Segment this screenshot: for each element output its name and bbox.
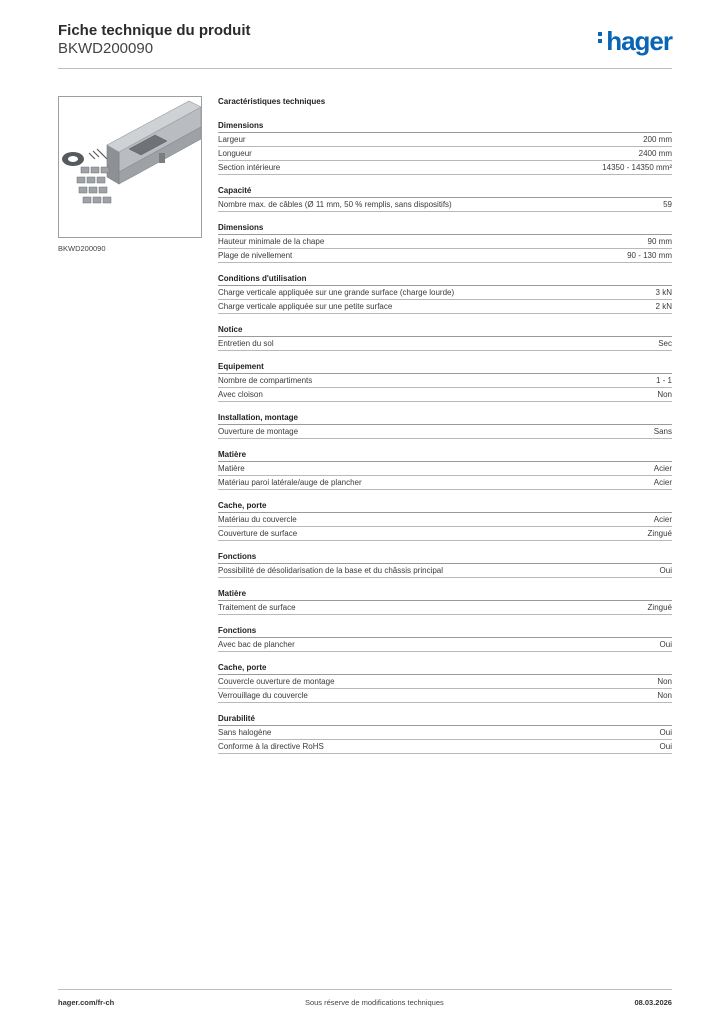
spec-value: Non [657,691,672,700]
spec-row [218,638,672,652]
spec-value: 2400 mm [638,149,672,158]
spec-group-title: Cache, porte [218,662,672,675]
spec-value: 90 mm [647,237,672,246]
spec-value: Non [657,677,672,686]
spec-group-title: Installation, montage [218,412,672,425]
spec-value: 14350 - 14350 mm² [602,163,672,172]
spec-row [218,235,672,249]
spec-label: Traitement de surface [218,603,296,612]
spec-row [218,740,672,754]
spec-value: Non [657,390,672,399]
document-header [58,22,251,58]
spec-row [218,161,672,175]
spec-group-title: Equipement [218,361,672,374]
spec-row [218,675,672,689]
spec-value: 59 [663,200,672,209]
spec-group-title: Capacité [218,185,672,198]
spec-group-title: Matière [218,449,672,462]
spec-label: Charge verticale appliquée sur une grande surface (charge lourde) [218,288,455,297]
spec-label: Conforme à la directive RoHS [218,742,324,751]
spec-row [218,133,672,147]
spec-row [218,388,672,402]
spec-row [218,147,672,161]
product-image [58,96,202,238]
spec-label: Avec bac de plancher [218,640,295,649]
spec-value: Zingué [647,603,672,612]
spec-group [218,449,672,490]
spec-group-title: Fonctions [218,625,672,638]
footer-website[interactable]: hager.com/fr-ch [58,998,115,1007]
spec-group-title: Cache, porte [218,500,672,513]
spec-label: Avec cloison [218,390,263,399]
spec-group [218,324,672,351]
spec-row [218,337,672,351]
spec-label: Couvercle ouverture de montage [218,677,335,686]
spec-row [218,527,672,541]
spec-group-title: Matière [218,588,672,601]
specs-title: Caractéristiques techniques [218,97,326,106]
spec-value: Oui [659,742,672,751]
spec-group [218,500,672,541]
spec-value: Acier [653,515,672,524]
spec-row [218,462,672,476]
logo-dots-icon [598,29,604,46]
spec-group [218,713,672,754]
spec-value: Oui [659,640,672,649]
spec-row [218,198,672,212]
spec-groups [218,120,672,754]
spec-value: 90 - 130 mm [627,251,672,260]
spec-group-title: Fonctions [218,551,672,564]
spec-value: 3 kN [655,288,672,297]
spec-label: Nombre de compartiments [218,376,313,385]
cable-duct-illustration [59,97,201,237]
spec-label: Sans halogène [218,728,272,737]
spec-label: Possibilité de désolidarisation de la base et du châssis principal [218,566,444,575]
spec-group [218,120,672,175]
spec-group [218,273,672,314]
spec-row [218,300,672,314]
spec-group [218,551,672,578]
spec-group [218,588,672,615]
spec-group [218,625,672,652]
spec-value: 200 mm [643,135,672,144]
spec-label: Section intérieure [218,163,281,172]
document-title: Fiche technique du produit [58,22,251,39]
spec-label: Nombre max. de câbles (Ø 11 mm, 50 % remplis, sans dispositifs) [218,200,452,209]
technical-specs [218,96,672,764]
spec-row [218,601,672,615]
spec-row [218,564,672,578]
spec-label: Ouverture de montage [218,427,299,436]
spec-row [218,286,672,300]
footer-notice: Sous réserve de modifications techniques [304,998,444,1007]
header-divider [58,68,672,69]
spec-label: Hauteur minimale de la chape [218,237,325,246]
spec-value: 1 - 1 [655,376,672,385]
spec-label: Largeur [218,135,246,144]
hager-logo [598,26,672,57]
spec-group-title: Dimensions [218,120,672,133]
spec-value: Oui [659,566,672,575]
page-footer [58,998,672,1007]
spec-group-title: Durabilité [218,713,672,726]
spec-row [218,689,672,703]
spec-label: Entretien du sol [218,339,274,348]
spec-row [218,726,672,740]
spec-value: Oui [659,728,672,737]
spec-label: Longueur [218,149,252,158]
spec-row [218,476,672,490]
spec-value: Acier [653,478,672,487]
spec-group [218,222,672,263]
spec-label: Couverture de surface [218,529,298,538]
spec-value: Acier [653,464,672,473]
spec-label: Matière [218,464,245,473]
spec-value: 2 kN [655,302,672,311]
spec-group [218,361,672,402]
spec-row [218,374,672,388]
spec-group [218,185,672,212]
spec-group-title: Dimensions [218,222,672,235]
spec-label: Verrouillage du couvercle [218,691,308,700]
spec-label: Matériau paroi latérale/auge de plancher [218,478,362,487]
footer-divider [58,989,672,990]
spec-value: Sec [658,339,672,348]
spec-row [218,425,672,439]
product-image-caption: BKWD200090 [58,244,106,253]
spec-label: Plage de nivellement [218,251,293,260]
spec-label: Charge verticale appliquée sur une petite surface [218,302,393,311]
footer-date: 08.03.2026 [634,998,672,1007]
spec-value: Sans [653,427,672,436]
product-reference: BKWD200090 [58,40,154,57]
spec-group-title: Conditions d'utilisation [218,273,672,286]
spec-label: Matériau du couvercle [218,515,297,524]
spec-value: Zingué [647,529,672,538]
spec-group-title: Notice [218,324,672,337]
spec-group [218,662,672,703]
spec-group [218,412,672,439]
spec-row [218,513,672,527]
logo-text: hager [606,26,672,56]
spec-row [218,249,672,263]
